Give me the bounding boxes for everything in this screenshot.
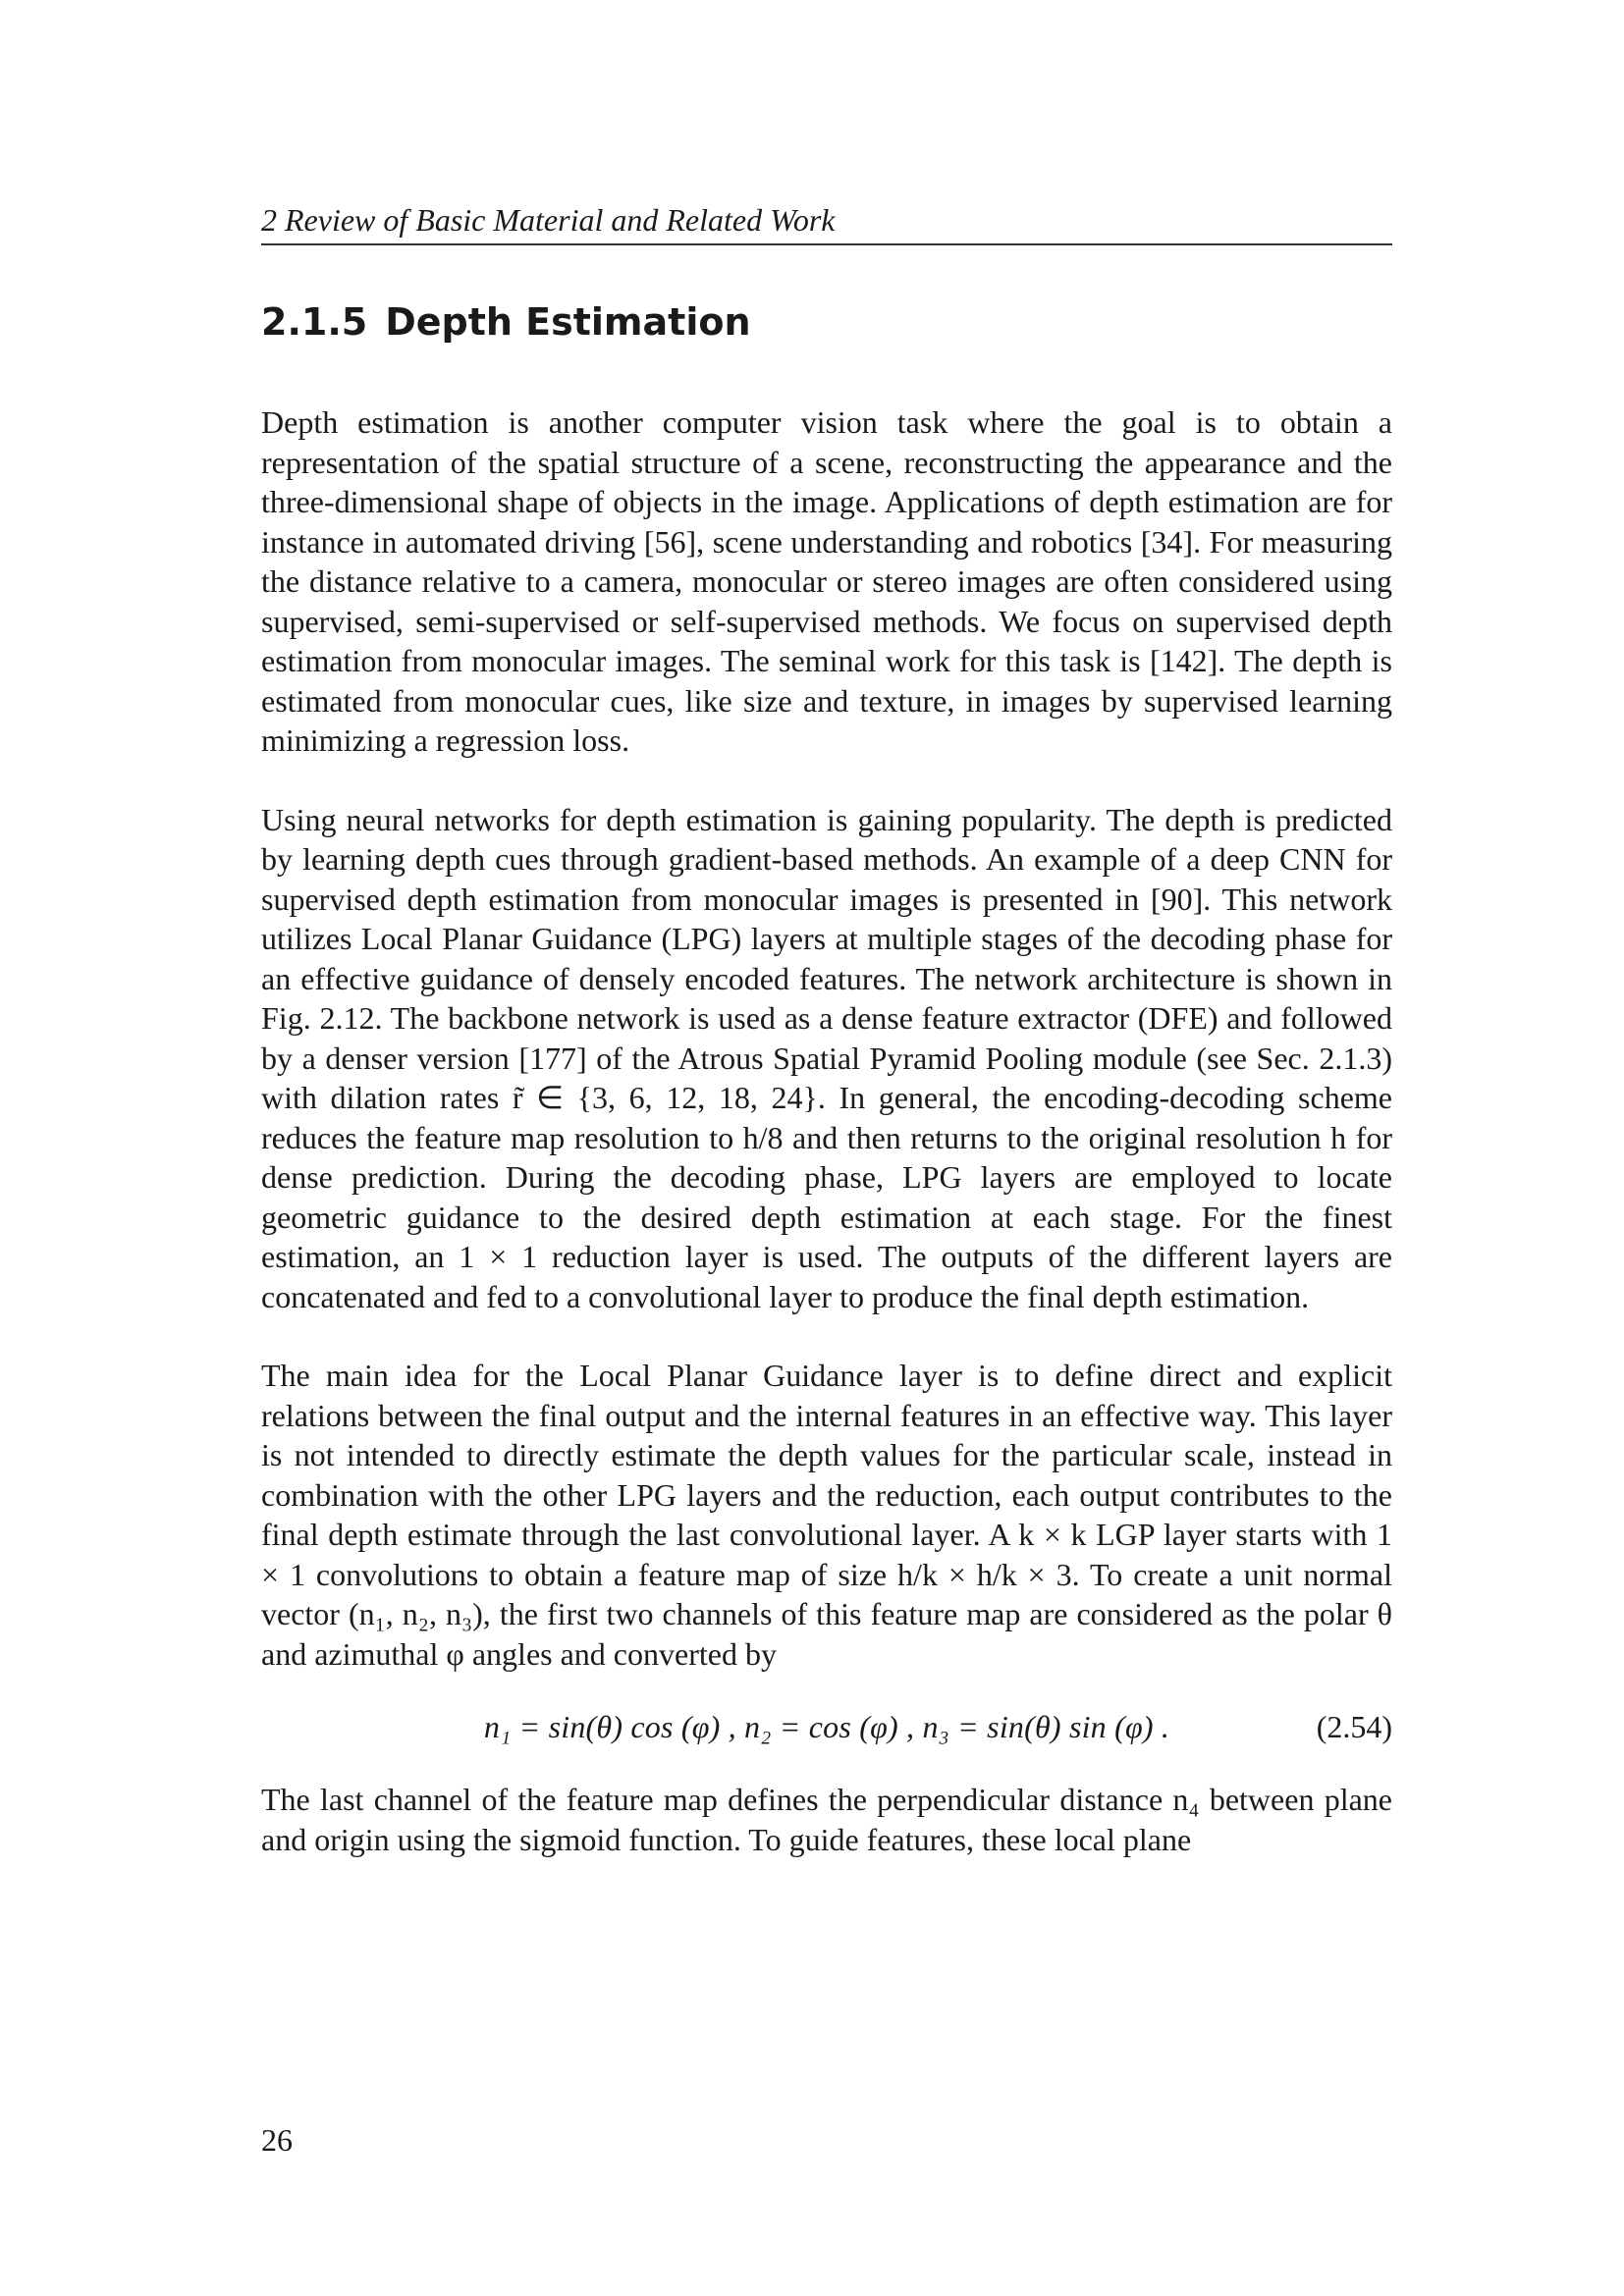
section-number: 2.1.5	[261, 300, 368, 344]
equation-number: (2.54)	[1316, 1709, 1392, 1744]
page-number: 26	[261, 2122, 293, 2158]
equation-2-54	[261, 1705, 1392, 1748]
body-text	[261, 402, 1392, 1898]
running-header: 2 Review of Basic Material and Related Work	[261, 196, 1392, 245]
paragraph-intro: Depth estimation is another computer vision task where the goal is to obtain a representation of the spatial structure of a scene, reconstructing the appearance and the three-dimensional shape of objects in the image. Applications of depth estimation are for instance in automated driving [56], scene understanding and robotics [34]. For measuring the distance relative to a camera, monocular or stereo images are often considered using supervised, semi-supervised or self-supervised methods. We focus on supervised depth estimation from monocular images. The seminal work for this task is [142]. The depth is estimated from monocular cues, like size and texture, in images by supervised learning minimizing a regression loss.	[261, 404, 1392, 758]
paragraph-lpg: The main idea for the Local Planar Guidance layer is to define direct and explicit relations between the final output and the internal features in an effective way. This layer is not intended to directly estimate the depth values for the particular scale, instead in combination with the other LPG layers and the reduction, each output contributes to the final depth estimate through the last convolutional layer. A k × k LGP layer starts with 1 × 1 convolutions to obtain a feature map of size h/k × h/k × 3. To create a unit normal vector (n₁, n₂, n₃), the first two channels of this feature map are considered as the polar θ and azimuthal φ angles and converted by	[261, 1358, 1392, 1672]
equation-body: n₁ = sin(θ) cos (φ) , n₂ = cos (φ) , n₃ = sin(θ) sin (φ) .	[483, 1708, 1170, 1744]
section-heading	[261, 294, 1392, 349]
paragraph-closing: The last channel of the feature map defines the perpendicular distance n₄ between plane and origin using the sigmoid function. To guide features, these local plane	[261, 1782, 1392, 1857]
section-title: Depth Estimation	[385, 300, 751, 344]
paragraph-neural-networks: Using neural networks for depth estimation is gaining popularity. The depth is predicted by learning depth cues through gradient-based methods. An example of a deep CNN for supervised depth estimation from monocular images is presented in [90]. This network utilizes Local Planar Guidance (LPG) layers at multiple stages of the decoding phase for an effective guidance of densely encoded features. The network architecture is shown in Fig. 2.12. The backbone network is used as a dense feature extractor (DFE) and followed by a denser version [177] of the Atrous Spatial Pyramid Pooling module (see Sec. 2.1.3) with dilation rates r̃ ∈ {3, 6, 12, 18, 24}. In general, the encoding-decoding scheme reduces the feature map resolution to h/8 and then returns to the original resolution h for dense prediction. During the decoding phase, LPG layers are employed to locate geometric guidance to the desired depth estimation at each stage. For the finest estimation, an 1 × 1 reduction layer is used. The outputs of the different layers are concatenated and fed to a convolutional layer to produce the final depth estimation.	[261, 801, 1392, 1314]
